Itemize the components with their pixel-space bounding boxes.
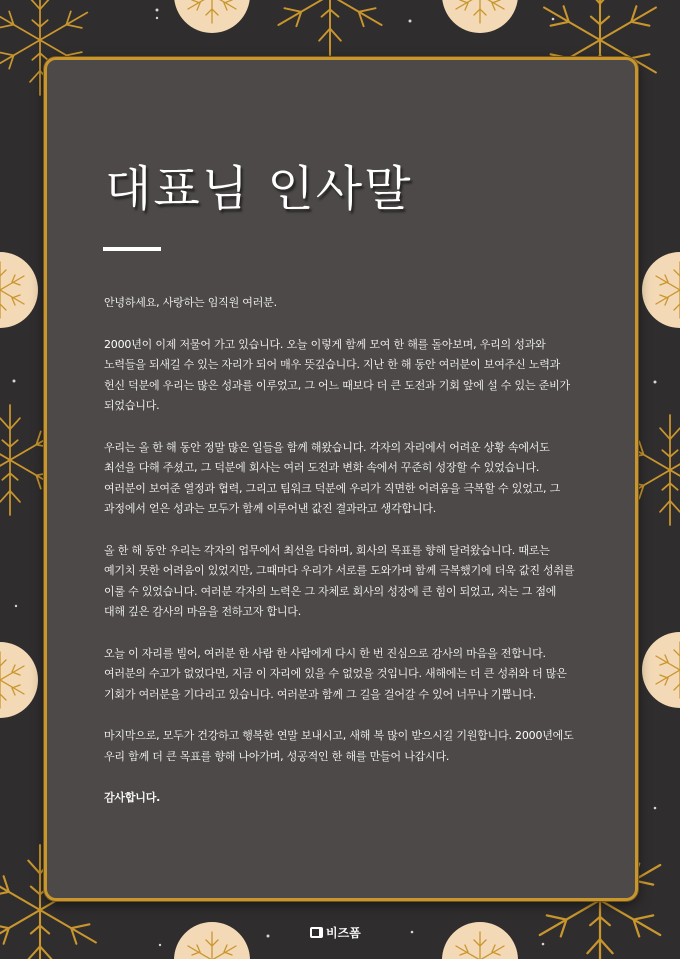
letter-card xyxy=(44,57,638,901)
closing-text: 감사합니다. xyxy=(104,791,161,804)
letter-body xyxy=(104,293,580,830)
logo-text: 비즈폼 xyxy=(326,926,361,940)
paragraph-2: 우리는 올 한 해 동안 정말 많은 일들을 함께 해왔습니다. 각자의 자리에서 어려운 상황 속에서도 최선을 다해 주셨고, 그 덕분에 회사는 여러 도전과 변화 속에서 꾸준히 성장할 수 있었습니다. 여러분이 보여준 열정과 협력, 그리고 팀워크 덕분에 우리가 직면한 어려움을 극복할 수 있었고, 그 과정에서 얻은 성과는 모두가 함께 이루어낸 값진 결과라고 생각합니다. xyxy=(104,440,561,515)
paragraph-3: 올 한 해 동안 우리는 각자의 업무에서 최선을 다하며, 회사의 목표를 향해 달려왔습니다. 때로는 예기치 못한 어려움이 있었지만, 그때마다 우리가 서로를 도와가며 함께 극복했기에 더욱 값진 성취를 이룰 수 있었습니다. 여러분 각자의 노력은 그 자체로 회사의 성장에 큰 힘이 되었고, 저는 그 점에 대해 깊은 감사의 마음을 전하고자 합니다. xyxy=(104,543,575,618)
paragraph-5: 마지막으로, 모두가 건강하고 행복한 연말 보내시고, 새해 복 많이 받으시길 기원합니다. 2000년에도 우리 함께 더 큰 목표를 향해 나아가며, 성공적인 한 해를 만들어 나갑시다. xyxy=(104,729,574,763)
paragraph-4: 오늘 이 자리를 빌어, 여러분 한 사람 한 사람에게 다시 한 번 진심으로 감사의 마음을 전합니다. 여러분의 수고가 없었다면, 지금 이 자리에 있을 수 없었을 것입니다. 새해에는 더 큰 성취와 더 많은 기회가 여러분을 기다리고 있습니다. 여러분과 함께 그 길을 걸어갈 수 있어 너무나 기쁩니다. xyxy=(104,646,567,701)
page-title: 대표님 인사말 xyxy=(105,161,413,217)
brand-logo xyxy=(310,924,361,941)
title-divider xyxy=(103,247,161,251)
paragraph-1: 2000년이 이제 저물어 가고 있습니다. 오늘 이렇게 함께 모여 한 해를 돌아보며, 우리의 성과와 노력들을 되새길 수 있는 자리가 되어 매우 뜻깊습니다. 지난 한 해 동안 여러분이 보여주신 노력과 헌신 덕분에 우리는 많은 성과를 이루었고, 그 어느 때보다 더 큰 도전과 기회 앞에 설 수 있는 준비가 되었습니다. xyxy=(104,337,570,412)
logo-mark-icon xyxy=(310,927,323,938)
greeting: 안녕하세요, 사랑하는 임직원 여러분. xyxy=(104,296,277,309)
